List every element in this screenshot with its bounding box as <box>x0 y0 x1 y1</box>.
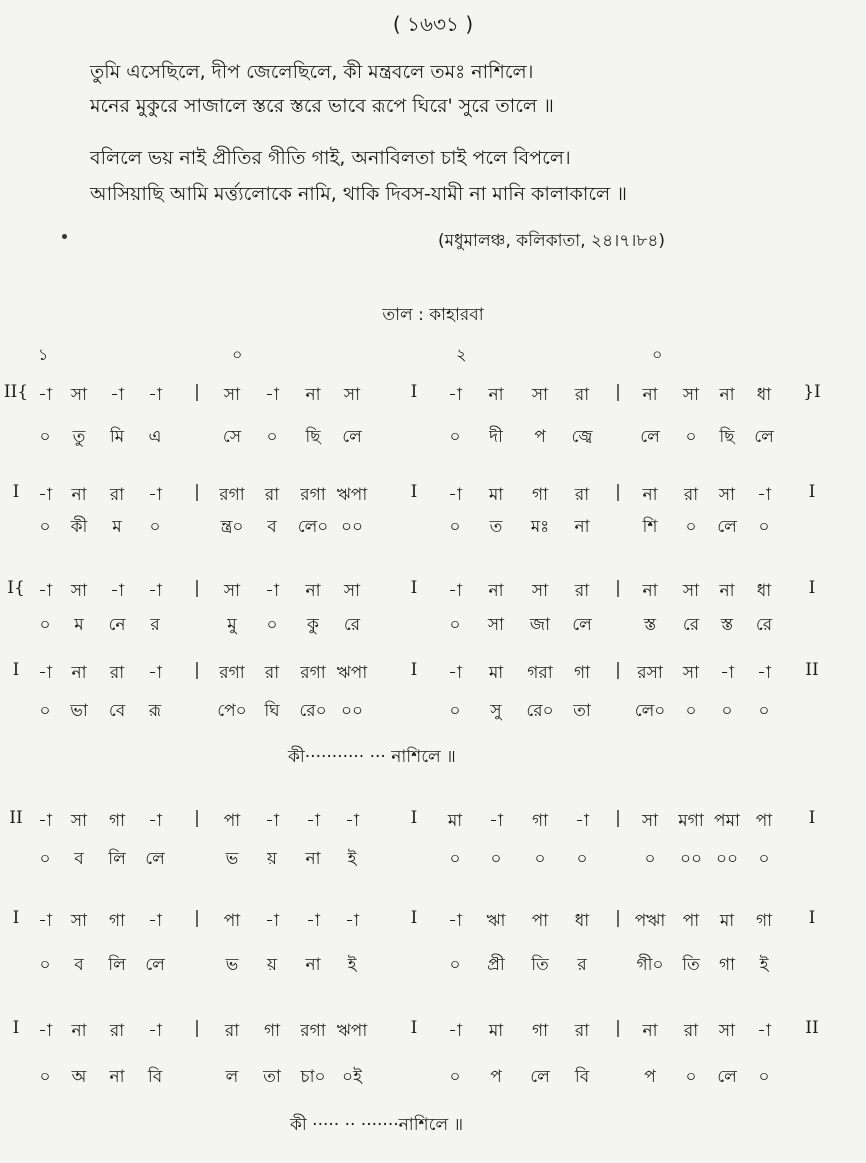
syllable-cell: ০ <box>149 517 161 537</box>
syllable-cell: ০ <box>685 701 697 721</box>
syllable-cell: ঘি <box>264 701 280 721</box>
note-cell: পা <box>223 811 241 831</box>
syllable-cell: জ্বে <box>571 427 593 447</box>
bar-line: | <box>615 578 621 598</box>
note-cell: -া <box>38 811 52 831</box>
bar-line: I <box>12 660 20 680</box>
note-cell: সা <box>531 581 549 601</box>
syllable-cell: নে <box>108 615 126 635</box>
syllable-cell: য় <box>266 955 278 975</box>
lyric-line-3: বলিলে ভয় নাই প্রীতির গীতি গাই, অনাবিলতা চাই পলে বিপলে। <box>90 147 571 169</box>
bar-line: | <box>194 808 200 828</box>
syllable-cell: রে০ <box>299 701 327 721</box>
note-cell: সা <box>223 581 241 601</box>
syllable-cell: ০ <box>758 849 770 869</box>
syllable-cell: সে <box>222 427 242 447</box>
note-cell: -া <box>448 385 462 405</box>
note-cell: গা <box>573 663 591 683</box>
syllable-cell: ০ <box>39 955 51 975</box>
syllable-cell: সু <box>490 701 502 721</box>
note-cell: রগা <box>219 485 245 505</box>
syllable-cell: তি <box>531 955 549 975</box>
syllable-cell: রে <box>343 615 361 635</box>
syllable-cell: ব <box>267 517 277 537</box>
syllable-cell: ০ <box>39 427 51 447</box>
syllable-cell: ছি <box>305 427 321 447</box>
note-cell: ধা <box>574 911 590 931</box>
note-cell: রা <box>683 485 699 505</box>
syllable-cell: ০ <box>490 849 502 869</box>
note-cell: -া <box>757 1021 771 1041</box>
syllable-cell: ০ই <box>342 1067 362 1087</box>
bar-line: | <box>194 482 200 502</box>
note-cell: রা <box>109 663 125 683</box>
bar-line: I <box>410 808 418 828</box>
bar-line: I <box>808 578 816 598</box>
syllable-cell: লে <box>145 849 165 869</box>
bar-line: I <box>410 1018 418 1038</box>
syllable-cell: না <box>305 955 321 975</box>
lyric-line-2: মনের মুকুরে সাজালে স্তরে স্তরে ভাবে রূপে ঘিরে' সুরে তালে ॥ <box>90 95 554 117</box>
syllable-cell: লে <box>530 1067 550 1087</box>
syllable-cell: রে <box>682 615 700 635</box>
syllable-cell: ০ <box>758 517 770 537</box>
note-cell: সা <box>531 385 549 405</box>
note-cell: সা <box>682 581 700 601</box>
bar-line: | <box>194 382 200 402</box>
note-cell: রা <box>574 581 590 601</box>
bar-line: I <box>808 808 816 828</box>
syllable-cell: তা <box>263 1067 281 1087</box>
syllable-cell: ভ <box>225 955 239 975</box>
syllable-cell: ০ <box>449 517 461 537</box>
note-cell: মা <box>447 811 463 831</box>
note-cell: না <box>642 581 658 601</box>
note-cell: সা <box>70 385 88 405</box>
syllable-cell: লে <box>717 1067 737 1087</box>
note-cell: ঋপা <box>336 663 368 683</box>
syllable-cell: ম <box>74 615 84 635</box>
syllable-cell: ০ <box>39 1067 51 1087</box>
note-cell: রগা <box>300 663 326 683</box>
syllable-cell: বি <box>147 1067 163 1087</box>
syllable-cell: তি <box>682 955 700 975</box>
lyric-line-1: তুমি এসেছিলে, দীপ জেলেছিলে, কী মন্ত্রবলে তমঃ নাশিলে। <box>90 61 534 83</box>
syllable-cell: ব <box>74 849 84 869</box>
syllable-cell: ল <box>225 1067 239 1087</box>
syllable-cell: ০ <box>758 1067 770 1087</box>
syllable-cell: য় <box>266 849 278 869</box>
note-cell: রগা <box>300 1021 326 1041</box>
syllable-cell: গা <box>718 955 736 975</box>
syllable-cell: মঃ <box>530 517 550 537</box>
note-cell: সা <box>718 485 736 505</box>
lyric-line-4: আসিয়াছি আমি মর্ত্ত্যলোকে নামি, থাকি দিবস-যামী না মানি কালাকালে ॥ <box>90 183 627 205</box>
note-cell: -া <box>265 811 279 831</box>
bar-line: II <box>805 1018 819 1038</box>
syllable-cell: রূ <box>148 701 162 721</box>
syllable-cell: তু <box>72 427 86 447</box>
note-cell: সা <box>70 811 88 831</box>
bar-line: | <box>194 908 200 928</box>
note-cell: -া <box>757 663 771 683</box>
note-cell: সা <box>223 385 241 405</box>
note-cell: সা <box>70 581 88 601</box>
syllable-cell: কু <box>307 615 319 635</box>
note-cell: গা <box>531 811 549 831</box>
syllable-cell: স্ত <box>720 615 734 635</box>
syllable-cell: চা০ <box>300 1067 326 1087</box>
syllable-cell: ০ <box>721 701 733 721</box>
syllable-cell: না <box>305 849 321 869</box>
bar-line: I <box>12 482 20 502</box>
note-cell: রা <box>264 663 280 683</box>
note-cell: রা <box>574 485 590 505</box>
note-cell: না <box>71 485 87 505</box>
note-cell: ঋা <box>486 911 506 931</box>
note-cell: রগা <box>300 485 326 505</box>
note-cell: -া <box>575 811 589 831</box>
note-cell: -া <box>489 811 503 831</box>
note-cell: না <box>719 581 735 601</box>
note-cell: পা <box>682 911 700 931</box>
bar-line: }I <box>803 382 821 402</box>
syllable-cell: ০ <box>685 427 697 447</box>
note-cell: সা <box>641 811 659 831</box>
note-cell: গা <box>755 911 773 931</box>
syllable-cell: প <box>490 1067 502 1087</box>
bar-line: | <box>194 660 200 680</box>
syllable-cell: লি <box>108 955 126 975</box>
note-cell: রা <box>683 1021 699 1041</box>
bar-line: I <box>410 908 418 928</box>
note-cell: না <box>71 663 87 683</box>
syllable-cell: অ <box>71 1067 87 1087</box>
note-cell: সা <box>70 911 88 931</box>
note-cell: পঋা <box>634 911 666 931</box>
beat-mark-3: ২ <box>456 345 467 364</box>
syllable-cell: প <box>534 427 546 447</box>
syllable-cell: ০ <box>644 849 656 869</box>
bar-line: I <box>410 482 418 502</box>
note-cell: পা <box>223 911 241 931</box>
note-cell: -া <box>448 485 462 505</box>
syllable-cell: র <box>577 955 587 975</box>
bar-line: I <box>808 908 816 928</box>
note-cell: না <box>305 385 321 405</box>
bar-line: | <box>615 482 621 502</box>
syllable-cell: লে০ <box>297 517 329 537</box>
refrain-line-2: কী ····· ·· ·······নাশিলে ॥ <box>290 1115 464 1135</box>
syllable-cell: শি <box>642 517 658 537</box>
syllable-cell: ০০ <box>340 517 364 537</box>
note-cell: না <box>488 385 504 405</box>
note-cell: গা <box>531 1021 549 1041</box>
note-cell: ঋপা <box>336 485 368 505</box>
syllable-cell: লে <box>145 955 165 975</box>
syllable-cell: লে <box>717 517 737 537</box>
note-cell: -া <box>148 811 162 831</box>
note-cell: -া <box>38 1021 52 1041</box>
note-cell: রা <box>574 1021 590 1041</box>
note-cell: -া <box>148 485 162 505</box>
syllable-cell: ০ <box>266 427 278 447</box>
refrain-line-1: কী··········· ··· নাশিলে ॥ <box>288 747 456 767</box>
syllable-cell: গী০ <box>636 955 664 975</box>
note-cell: পা <box>531 911 549 931</box>
note-cell: -া <box>306 911 320 931</box>
syllable-cell: ০ <box>39 849 51 869</box>
syllable-cell: লে০ <box>634 701 666 721</box>
note-cell: রসা <box>637 663 663 683</box>
note-cell: রা <box>264 485 280 505</box>
ink-dot <box>62 234 67 239</box>
syllable-cell: জা <box>529 615 551 635</box>
syllable-cell: ই <box>347 955 357 975</box>
syllable-cell: র <box>150 615 160 635</box>
note-cell: -া <box>148 1021 162 1041</box>
syllable-cell: না <box>109 1067 125 1087</box>
note-cell: রা <box>109 1021 125 1041</box>
syllable-cell: ছি <box>719 427 735 447</box>
syllable-cell: ০ <box>449 955 461 975</box>
song-number: ( ১৬৩১ ) <box>392 12 474 36</box>
note-cell: ধা <box>756 581 772 601</box>
note-cell: -া <box>110 581 124 601</box>
syllable-cell: ০ <box>534 849 546 869</box>
syllable-cell: বি <box>574 1067 590 1087</box>
note-cell: -া <box>448 663 462 683</box>
note-cell: গা <box>263 1021 281 1041</box>
syllable-cell: মু <box>227 615 237 635</box>
note-cell: না <box>642 1021 658 1041</box>
note-cell: -া <box>757 485 771 505</box>
bar-line: | <box>615 660 621 680</box>
note-cell: পমা <box>714 811 740 831</box>
bar-line: | <box>615 382 621 402</box>
note-cell: -া <box>265 385 279 405</box>
syllable-cell: ই <box>759 955 769 975</box>
note-cell: -া <box>38 663 52 683</box>
bar-line: II <box>805 660 819 680</box>
bar-line: II{ <box>3 382 29 402</box>
note-cell: -া <box>345 911 359 931</box>
bar-line: | <box>194 1018 200 1038</box>
syllable-cell: সা <box>487 615 505 635</box>
note-cell: রা <box>109 485 125 505</box>
bar-line: I <box>410 382 418 402</box>
note-cell: -া <box>345 811 359 831</box>
note-cell: গা <box>108 911 126 931</box>
note-cell: মা <box>488 485 504 505</box>
syllable-cell: ০ <box>39 517 51 537</box>
note-cell: -া <box>38 911 52 931</box>
syllable-cell: রে <box>755 615 773 635</box>
note-cell: না <box>488 581 504 601</box>
syllable-cell: ব <box>74 955 84 975</box>
beat-mark-4: ০ <box>652 345 663 364</box>
bar-line: II <box>9 808 23 828</box>
note-cell: গা <box>531 485 549 505</box>
syllable-cell: ০ <box>39 701 51 721</box>
bar-line: I <box>410 578 418 598</box>
source-citation: (মধুমালঞ্চ, কলিকাতা, ২৪।৭।৮৪) <box>438 231 666 251</box>
bar-line: | <box>615 808 621 828</box>
syllable-cell: ভা <box>70 701 88 721</box>
note-cell: পা <box>755 811 773 831</box>
bar-line: I <box>808 482 816 502</box>
bar-line: | <box>194 578 200 598</box>
syllable-cell: ম <box>112 517 122 537</box>
bar-line: I <box>410 660 418 680</box>
syllable-cell: ০ <box>449 701 461 721</box>
note-cell: সা <box>682 385 700 405</box>
note-cell: -া <box>265 581 279 601</box>
syllable-cell: লে <box>640 427 660 447</box>
syllable-cell: লে <box>754 427 774 447</box>
syllable-cell: ই <box>347 849 357 869</box>
syllable-cell: ০ <box>266 615 278 635</box>
note-cell: -া <box>265 911 279 931</box>
syllable-cell: ০ <box>576 849 588 869</box>
note-cell: -া <box>38 581 52 601</box>
note-cell: -া <box>148 911 162 931</box>
note-cell: -া <box>448 1021 462 1041</box>
syllable-cell: ন্ত্র০ <box>220 517 244 537</box>
bar-line: | <box>615 908 621 928</box>
syllable-cell: ০ <box>449 1067 461 1087</box>
syllable-cell: লি <box>108 849 126 869</box>
syllable-cell: লে <box>342 427 362 447</box>
note-cell: -া <box>148 385 162 405</box>
syllable-cell: ত <box>489 517 503 537</box>
note-cell: ঋপা <box>336 1021 368 1041</box>
note-cell: না <box>642 385 658 405</box>
bar-line: I{ <box>7 578 25 598</box>
note-cell: সা <box>718 1021 736 1041</box>
note-cell: -া <box>110 385 124 405</box>
syllable-cell: ০ <box>685 517 697 537</box>
note-cell: মা <box>488 1021 504 1041</box>
beat-mark-1: ১ <box>38 345 49 364</box>
syllable-cell: লে <box>572 615 592 635</box>
note-cell: -া <box>720 663 734 683</box>
note-cell: রা <box>224 1021 240 1041</box>
note-cell: -া <box>148 581 162 601</box>
syllable-cell: ০ <box>758 701 770 721</box>
note-cell: রা <box>574 385 590 405</box>
tala-heading: তাল : কাহারবা <box>382 305 484 325</box>
syllable-cell: এ <box>148 427 162 447</box>
note-cell: না <box>719 385 735 405</box>
syllable-cell: ০ <box>449 615 461 635</box>
bar-line: I <box>12 908 20 928</box>
note-cell: মা <box>488 663 504 683</box>
syllable-cell: প্রী <box>487 955 505 975</box>
note-cell: -া <box>448 911 462 931</box>
note-cell: না <box>305 581 321 601</box>
syllable-cell: রে০ <box>526 701 554 721</box>
syllable-cell: পে০ <box>217 701 247 721</box>
syllable-cell: না <box>574 517 590 537</box>
note-cell: গা <box>108 811 126 831</box>
syllable-cell: ০ <box>685 1067 697 1087</box>
note-cell: -া <box>448 581 462 601</box>
note-cell: -া <box>38 485 52 505</box>
syllable-cell: ০ <box>449 427 461 447</box>
note-cell: সা <box>343 385 361 405</box>
note-cell: মা <box>719 911 735 931</box>
beat-mark-2: ০ <box>232 345 243 364</box>
syllable-cell: প <box>644 1067 656 1087</box>
syllable-cell: ০০ <box>679 849 703 869</box>
syllable-cell: মি <box>109 427 125 447</box>
syllable-cell: ভ <box>225 849 239 869</box>
syllable-cell: তা <box>573 701 591 721</box>
note-cell: না <box>642 485 658 505</box>
note-cell: সা <box>682 663 700 683</box>
note-cell: গরা <box>527 663 553 683</box>
syllable-cell: ০০ <box>715 849 739 869</box>
bar-line: I <box>12 1018 20 1038</box>
bar-line: | <box>615 1018 621 1038</box>
syllable-cell: দী <box>489 427 503 447</box>
syllable-cell: ০ <box>39 615 51 635</box>
note-cell: সা <box>343 581 361 601</box>
syllable-cell: স্ত <box>643 615 657 635</box>
note-cell: -া <box>306 811 320 831</box>
syllable-cell: ০০ <box>340 701 364 721</box>
syllable-cell: বে <box>108 701 126 721</box>
note-cell: না <box>71 1021 87 1041</box>
note-cell: রগা <box>219 663 245 683</box>
note-cell: -া <box>38 385 52 405</box>
syllable-cell: কী <box>70 517 88 537</box>
note-cell: ধা <box>756 385 772 405</box>
syllable-cell: ০ <box>449 849 461 869</box>
note-cell: -া <box>148 663 162 683</box>
note-cell: মগা <box>678 811 704 831</box>
